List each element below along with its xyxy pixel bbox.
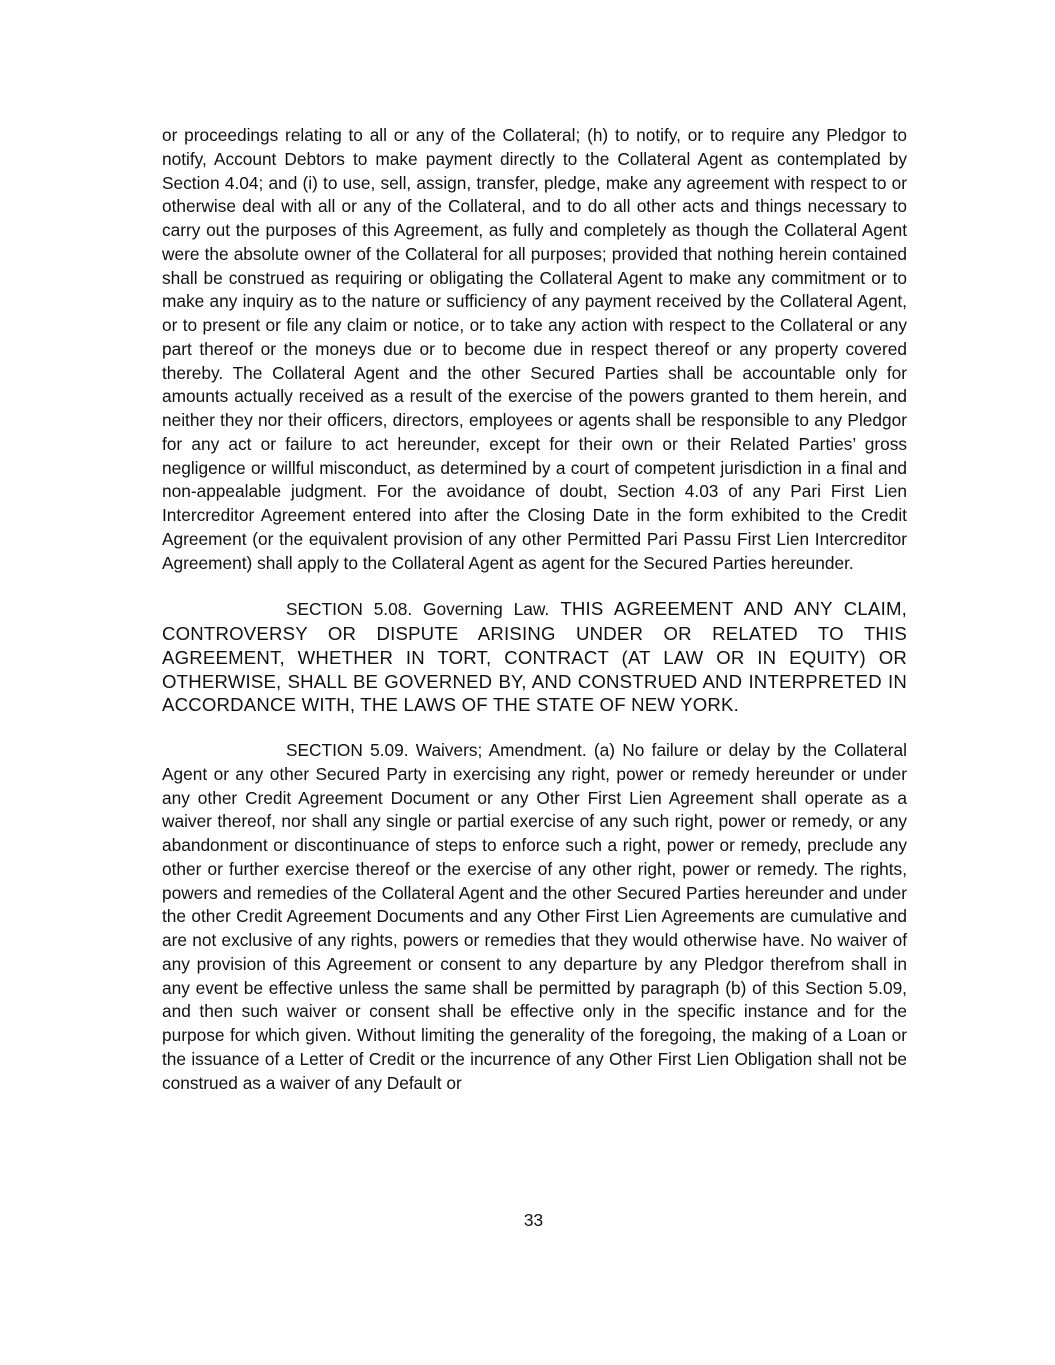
paragraph-spacer bbox=[162, 717, 907, 739]
section-5-08 bbox=[162, 597, 907, 717]
page-number: 33 bbox=[523, 1210, 544, 1230]
section-5-08-body: THIS AGREEMENT AND ANY CLAIM, CONTROVERSY OR DISPUTE ARISING UNDER OR RELATED TO THIS AGREEMENT, WHETHER IN TORT, CONTRACT (AT LAW OR IN EQUITY) OR OTHERWISE, SHALL BE GOVERNED BY, AND CONSTRUED AND INTERPRETED IN ACCORDANCE WITH, THE LAWS OF THE STATE OF NEW YORK. bbox=[162, 598, 907, 716]
paragraph-spacer bbox=[162, 575, 907, 597]
section-5-09 bbox=[162, 739, 907, 1095]
paragraph-continuation: or proceedings relating to all or any of the Collateral; (h) to notify, or to require any Pledgor to notify, Account Debtors to make payment directly to the Collateral Agent as contemplated by Section 4.04; and (i) to use, sell, assign, transfer, pledge, make any agreement with respect to or otherwise deal with all or any of the Collateral, and to do all other acts and things necessary to carry out the purposes of this Agreement, as fully and completely as though the Collateral Agent were the absolute owner of the Collateral for all purposes; provided that nothing herein contained shall be construed as requiring or obligating the Collateral Agent to make any commitment or to make any inquiry as to the nature or sufficiency of any payment received by the Collateral Agent, or to present or file any claim or notice, or to take any action with respect to the Collateral or any part thereof or the moneys due or to become due in respect thereof or any property covered thereby. The Collateral Agent and the other Secured Parties shall be accountable only for amounts actually received as a result of the exercise of the powers granted to them herein, and neither they nor their officers, directors, employees or agents shall be responsible to any Pledgor for any act or failure to act hereunder, except for their own or their Related Parties’ gross negligence or willful misconduct, as determined by a court of competent jurisdiction in a final and non-appealable judgment. For the avoidance of doubt, Section 4.03 of any Pari First Lien Intercreditor Agreement entered into after the Closing Date in the form exhibited to the Credit Agreement (or the equivalent provision of any other Permitted Pari Passu First Lien Intercreditor Agreement) shall apply to the Collateral Agent as agent for the Secured Parties hereunder. bbox=[162, 125, 907, 573]
section-5-08-heading: SECTION 5.08. Governing Law. bbox=[286, 599, 550, 620]
document-body bbox=[162, 124, 907, 1095]
section-5-09-body: (a) No failure or delay by the Collateral Agent or any other Secured Party in exercising any right, power or remedy hereunder or under any other Credit Agreement Document or any Other First Lien Agreement shall operate as a waiver thereof, nor shall any single or partial exercise of any such right, power or remedy, or any abandonment or discontinuance of steps to enforce such a right, power or remedy, preclude any other or further exercise thereof or the exercise of any other right, power or remedy. The rights, powers and remedies of the Collateral Agent and the other Secured Parties hereunder and under the other Credit Agreement Documents and any Other First Lien Agreements are cumulative and are not exclusive of any rights, powers or remedies that they would otherwise have. No waiver of any provision of this Agreement or consent to any departure by any Pledgor therefrom shall in any event be effective unless the same shall be permitted by paragraph (b) of this Section 5.09, and then such waiver or consent shall be effective only in the specific instance and for the purpose for which given. Without limiting the generality of the foregoing, the making of a Loan or the issuance of a Letter of Credit or the incurrence of any Other First Lien Obligation shall not be construed as a waiver of any Default or bbox=[162, 740, 907, 1093]
section-5-09-heading: SECTION 5.09. Waivers; Amendment. bbox=[286, 740, 587, 760]
